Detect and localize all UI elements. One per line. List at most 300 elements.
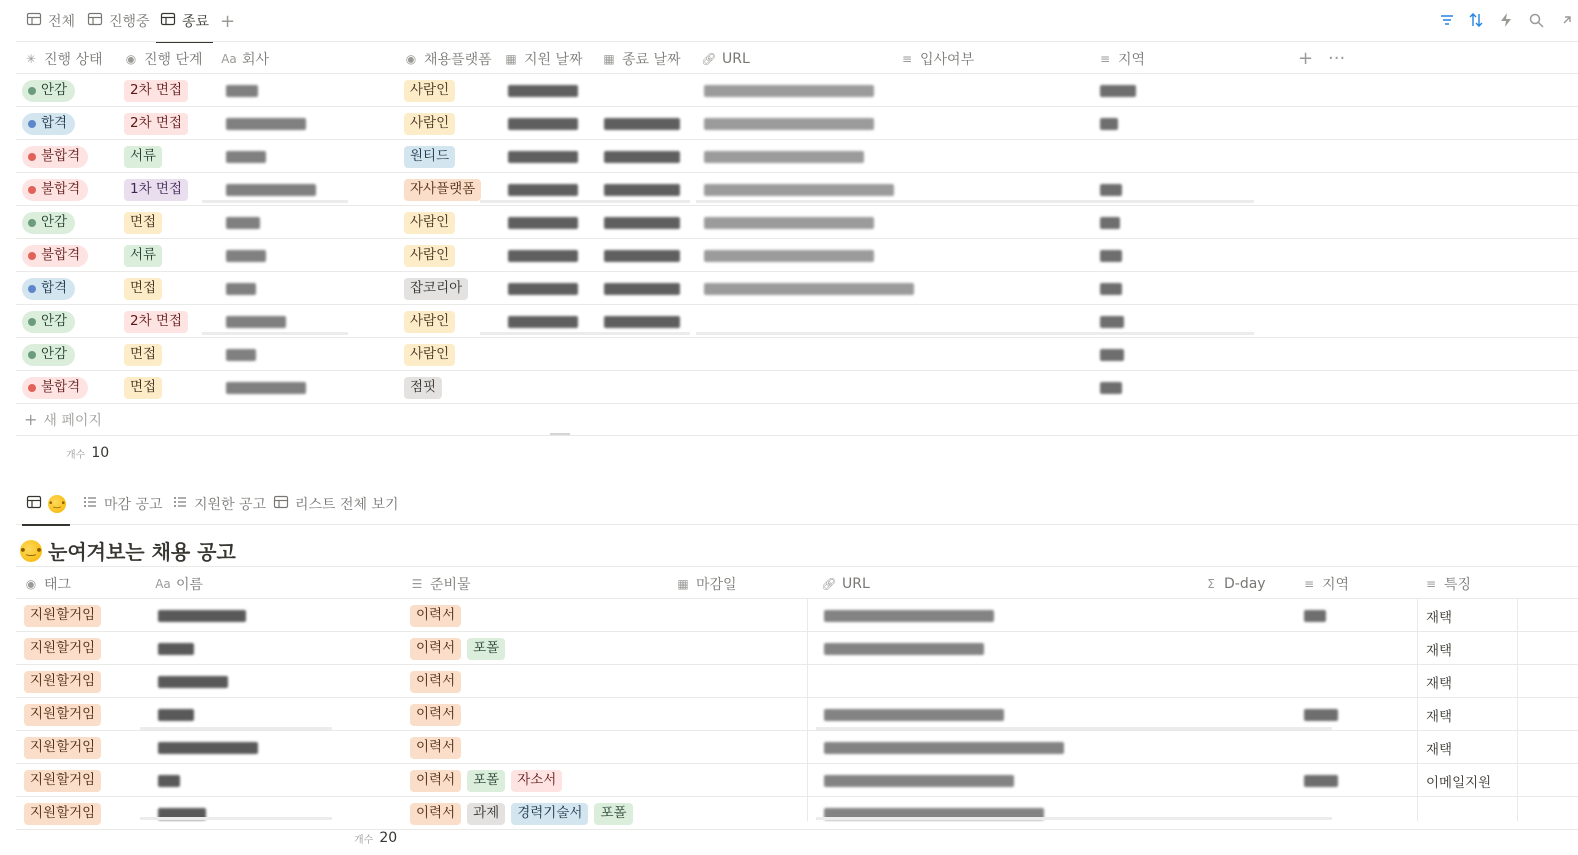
table-row[interactable] — [16, 206, 1578, 239]
feature-text: 재택 — [1426, 675, 1453, 692]
material-badge: 포폴 — [594, 803, 632, 825]
redacted-text — [704, 118, 874, 130]
thinking-face-icon: •‿• — [48, 495, 66, 513]
header-label: 진행 상태 — [44, 51, 103, 68]
platform-cell[interactable] — [404, 272, 468, 305]
redacted-text — [824, 775, 1014, 787]
end-date-cell[interactable] — [604, 107, 680, 140]
lightning-icon[interactable] — [1497, 11, 1515, 29]
tag-cell[interactable] — [24, 599, 101, 632]
link-icon: 🔗︎ — [821, 576, 837, 591]
table-row[interactable] — [16, 140, 1578, 173]
text-icon: Aa — [221, 51, 237, 66]
feature-cell[interactable] — [1426, 698, 1452, 731]
material-badge: 이력서 — [410, 671, 461, 693]
tag-cell[interactable] — [24, 665, 101, 698]
status-badge — [22, 245, 88, 267]
status-label: 합격 — [41, 279, 68, 296]
add-column-button[interactable] — [1298, 42, 1313, 75]
status-label: 불합격 — [41, 246, 81, 263]
status-badge — [22, 278, 75, 300]
company-cell[interactable] — [226, 74, 258, 107]
redacted-text — [226, 85, 258, 97]
list-icon: ☰ — [411, 576, 423, 591]
col-header-url2[interactable] — [822, 567, 870, 600]
url-cell[interactable] — [704, 206, 874, 239]
view-tabbar-bottom — [16, 483, 1578, 525]
company-cell[interactable] — [226, 371, 306, 404]
name-cell[interactable] — [158, 731, 258, 764]
url-cell[interactable] — [704, 107, 874, 140]
platform-cell[interactable] — [404, 371, 442, 404]
stage-cell[interactable] — [124, 338, 162, 371]
name-cell[interactable] — [158, 665, 228, 698]
header-label: 태그 — [44, 576, 72, 593]
region-cell[interactable] — [1100, 239, 1122, 272]
materials-cell[interactable] — [410, 731, 461, 764]
status-cell[interactable] — [22, 272, 75, 305]
status-badge — [22, 311, 75, 333]
ellipsis-icon: ··· — [1328, 48, 1346, 69]
stage-cell[interactable] — [124, 272, 162, 305]
status-label: 불합격 — [41, 378, 81, 395]
stage-badge: 2차 면접 — [124, 311, 188, 333]
feature-cell[interactable] — [1426, 599, 1452, 632]
url-cell[interactable] — [704, 239, 874, 272]
redacted-text — [704, 250, 874, 262]
tag-badge: 지원할거임 — [24, 737, 101, 759]
company-cell[interactable] — [226, 140, 266, 173]
more-options-button[interactable] — [1328, 42, 1345, 75]
link-icon: 🔗︎ — [701, 51, 717, 66]
col-header-tag[interactable] — [24, 567, 71, 600]
table-row[interactable] — [16, 731, 1578, 764]
status-label: 안감 — [41, 345, 68, 362]
apply-date-cell[interactable] — [508, 272, 578, 305]
col-header-end-date[interactable] — [602, 42, 681, 75]
col-header-status[interactable] — [24, 42, 103, 75]
feature-cell[interactable] — [1426, 731, 1452, 764]
col-header-dday[interactable] — [1204, 567, 1266, 600]
table-icon — [26, 11, 42, 31]
divider — [480, 332, 690, 335]
stage-cell[interactable] — [124, 107, 188, 140]
stage-cell[interactable] — [124, 371, 162, 404]
stage-cell[interactable] — [124, 305, 188, 338]
apply-date-cell[interactable] — [508, 239, 578, 272]
company-cell[interactable] — [226, 107, 306, 140]
redacted-text — [1304, 709, 1338, 721]
status-dot — [28, 87, 36, 95]
materials-cell[interactable] — [410, 698, 461, 731]
tab-applied-postings[interactable] — [168, 483, 270, 525]
tag-badge: 지원할거임 — [24, 638, 101, 660]
count-label: 개수 — [354, 834, 374, 846]
select-icon: ◉ — [405, 51, 417, 66]
redacted-text — [158, 775, 180, 787]
region-cell[interactable] — [1100, 74, 1136, 107]
redacted-text — [1100, 283, 1122, 295]
redacted-text — [508, 151, 578, 163]
feature-text: 재택 — [1426, 708, 1453, 725]
tab-view-all-list[interactable] — [269, 483, 403, 525]
company-cell[interactable] — [226, 338, 256, 371]
header-label: 진행 단계 — [144, 51, 203, 68]
table-row[interactable] — [16, 239, 1578, 272]
tab-label: 지원한 공고 — [194, 497, 267, 513]
stage-cell[interactable] — [124, 173, 188, 206]
divider — [816, 817, 1332, 820]
table-row[interactable] — [16, 371, 1578, 404]
company-cell[interactable] — [226, 206, 260, 239]
platform-cell[interactable] — [404, 206, 455, 239]
status-dot — [28, 285, 36, 293]
url-cell[interactable] — [824, 632, 984, 665]
count-value: 10 — [91, 445, 110, 461]
platform-cell[interactable] — [404, 74, 455, 107]
sort-icon[interactable] — [1467, 11, 1485, 29]
table-row[interactable] — [16, 599, 1578, 632]
tab-emoji-table[interactable] — [22, 483, 70, 525]
text-lines-icon: ≡ — [901, 51, 913, 66]
col-header-deadline[interactable] — [676, 567, 737, 600]
calendar-icon: ▦ — [603, 51, 615, 66]
stage-badge: 면접 — [124, 278, 162, 300]
table-row[interactable] — [16, 764, 1578, 797]
end-date-cell[interactable] — [604, 272, 680, 305]
plus-icon: + — [24, 410, 38, 429]
region-cell[interactable] — [1100, 338, 1124, 371]
material-badge: 경력기술서 — [511, 803, 588, 825]
redacted-text — [604, 250, 680, 262]
table-row[interactable] — [16, 338, 1578, 371]
materials-cell[interactable] — [410, 665, 461, 698]
table-row[interactable] — [16, 74, 1578, 107]
region-cell[interactable] — [1100, 107, 1118, 140]
material-badge: 이력서 — [410, 803, 461, 825]
add-view-button[interactable] — [216, 0, 239, 42]
redacted-text — [824, 742, 1064, 754]
count-label: 개수 — [66, 449, 86, 461]
redacted-text — [704, 283, 914, 295]
redacted-text — [1100, 349, 1124, 361]
tag-badge: 지원할거임 — [24, 704, 101, 726]
region-cell[interactable] — [1100, 371, 1122, 404]
redacted-text — [1100, 217, 1120, 229]
redacted-text — [226, 118, 306, 130]
status-badge — [22, 146, 88, 168]
redacted-text — [158, 610, 246, 622]
column-rule — [1417, 599, 1418, 821]
redacted-text — [508, 250, 578, 262]
table2-count — [354, 830, 397, 846]
material-badge: 자소서 — [511, 770, 562, 792]
col-header-company[interactable] — [222, 42, 269, 75]
database-title[interactable] — [20, 536, 236, 565]
header-label: 회사 — [242, 51, 270, 68]
feature-cell[interactable] — [1426, 764, 1491, 797]
stage-badge: 서류 — [124, 245, 162, 267]
region-cell[interactable] — [1304, 764, 1338, 797]
stage-badge: 면접 — [124, 344, 162, 366]
url-cell[interactable] — [704, 140, 864, 173]
tag-cell[interactable] — [24, 797, 101, 830]
tag-cell[interactable] — [24, 632, 101, 665]
stage-badge: 면접 — [124, 212, 162, 234]
region-cell[interactable] — [1304, 599, 1326, 632]
platform-badge: 사람인 — [404, 212, 455, 234]
url-cell[interactable] — [824, 764, 1014, 797]
col-header-region[interactable] — [1098, 42, 1145, 75]
stage-cell[interactable] — [124, 206, 162, 239]
platform-badge: 사람인 — [404, 245, 455, 267]
table1-header — [16, 41, 1578, 74]
url-cell[interactable] — [704, 272, 914, 305]
material-badge: 이력서 — [410, 638, 461, 660]
platform-badge: 사람인 — [404, 311, 455, 333]
stage-badge: 2차 면접 — [124, 113, 188, 135]
table-row[interactable] — [16, 665, 1578, 698]
end-date-cell[interactable] — [604, 206, 680, 239]
stage-badge: 면접 — [124, 377, 162, 399]
region-cell[interactable] — [1100, 272, 1122, 305]
material-badge: 이력서 — [410, 605, 461, 627]
stage-cell[interactable] — [124, 140, 162, 173]
platform-cell[interactable] — [404, 338, 455, 371]
status-badge — [22, 377, 88, 399]
status-cell[interactable] — [22, 107, 75, 140]
column-rule — [807, 599, 808, 821]
status-cell[interactable] — [22, 338, 75, 371]
name-cell[interactable] — [158, 599, 246, 632]
materials-cell[interactable] — [410, 632, 505, 665]
material-badge: 포폴 — [467, 638, 505, 660]
calendar-icon: ▦ — [677, 576, 689, 591]
redacted-text — [158, 742, 258, 754]
platform-badge: 자사플랫폼 — [404, 179, 481, 201]
header-label: D-day — [1224, 575, 1266, 592]
table2-header — [16, 566, 1578, 599]
title-text: 눈여겨보는 채용 공고 — [48, 540, 236, 564]
stage-cell[interactable] — [124, 74, 188, 107]
material-badge: 이력서 — [410, 737, 461, 759]
status-cell[interactable] — [22, 206, 75, 239]
table1-count — [66, 445, 109, 461]
status-label: 불합격 — [41, 180, 81, 197]
col-header-materials[interactable] — [410, 567, 471, 600]
name-cell[interactable] — [158, 797, 206, 830]
feature-cell[interactable] — [1426, 665, 1452, 698]
redacted-text — [226, 316, 286, 328]
platform-badge: 사람인 — [404, 80, 455, 102]
feature-cell[interactable] — [1426, 632, 1452, 665]
materials-cell[interactable] — [410, 797, 633, 830]
status-label: 합격 — [41, 114, 68, 131]
redacted-text — [1100, 85, 1136, 97]
url-cell[interactable] — [824, 599, 994, 632]
col-header-region2[interactable] — [1302, 567, 1349, 600]
feature-text: 재택 — [1426, 609, 1453, 626]
tag-cell[interactable] — [24, 698, 101, 731]
status-cell[interactable] — [22, 140, 88, 173]
company-cell[interactable] — [226, 272, 256, 305]
redacted-text — [508, 118, 578, 130]
company-cell[interactable] — [226, 239, 266, 272]
scroll-handle[interactable] — [550, 433, 570, 435]
redacted-text — [1100, 118, 1118, 130]
tab-closed-postings[interactable] — [78, 483, 167, 525]
feature-text: 이메일지원 — [1426, 774, 1492, 791]
tab-label: 리스트 전체 보기 — [295, 497, 399, 513]
redacted-text — [704, 217, 874, 229]
platform-cell[interactable] — [404, 140, 455, 173]
select-icon: ◉ — [25, 576, 37, 591]
feature-text: 재택 — [1426, 642, 1453, 659]
redacted-text — [226, 250, 266, 262]
redacted-text — [604, 217, 680, 229]
tab-label: 마감 공고 — [104, 497, 163, 513]
tag-badge: 지원할거임 — [24, 803, 101, 825]
status-badge — [22, 179, 88, 201]
tag-badge: 지원할거임 — [24, 671, 101, 693]
view-tabbar-top — [16, 0, 1578, 42]
redacted-text — [508, 217, 578, 229]
status-cell[interactable] — [22, 74, 75, 107]
tab-finished[interactable] — [156, 0, 213, 42]
redacted-text — [704, 85, 874, 97]
url-cell[interactable] — [824, 797, 1044, 830]
search-icon[interactable] — [1527, 11, 1545, 29]
redacted-text — [604, 283, 680, 295]
table-icon — [160, 11, 176, 31]
table-icon — [26, 494, 42, 514]
loading-icon: ✳ — [25, 51, 37, 66]
header-label: 준비물 — [430, 576, 471, 593]
apply-date-cell[interactable] — [508, 206, 578, 239]
status-dot — [28, 318, 36, 326]
material-badge: 과제 — [467, 803, 505, 825]
table-row[interactable] — [16, 632, 1578, 665]
thinking-face-icon: •‿• — [20, 540, 42, 562]
redacted-text — [824, 709, 1004, 721]
col-header-url[interactable] — [702, 42, 750, 75]
divider — [202, 200, 348, 203]
tab-in-progress[interactable] — [83, 0, 154, 42]
platform-badge: 사람인 — [404, 113, 455, 135]
status-cell[interactable] — [22, 305, 75, 338]
status-cell[interactable] — [22, 173, 88, 206]
name-cell[interactable] — [158, 632, 194, 665]
materials-cell[interactable] — [410, 764, 562, 797]
divider — [140, 817, 332, 820]
platform-cell[interactable] — [404, 173, 481, 206]
header-label: 이름 — [176, 576, 204, 593]
platform-cell[interactable] — [404, 305, 455, 338]
col-header-platform[interactable] — [404, 42, 492, 75]
status-label: 안감 — [41, 81, 68, 98]
apply-date-cell[interactable] — [508, 140, 578, 173]
apply-date-cell[interactable] — [508, 74, 578, 107]
url-cell[interactable] — [824, 731, 1064, 764]
tag-badge: 지원할거임 — [24, 605, 101, 627]
platform-badge: 잡코리아 — [404, 278, 468, 300]
header-label: 마감일 — [696, 576, 737, 593]
end-date-cell[interactable] — [604, 239, 680, 272]
header-label: 지역 — [1322, 576, 1350, 593]
redacted-text — [158, 676, 228, 688]
name-cell[interactable] — [158, 764, 180, 797]
materials-cell[interactable] — [410, 599, 461, 632]
redacted-text — [1304, 610, 1326, 622]
tab-all[interactable] — [22, 0, 79, 42]
redacted-text — [604, 151, 680, 163]
table-icon — [87, 11, 103, 31]
col-header-hired[interactable] — [900, 42, 974, 75]
platform-badge: 사람인 — [404, 344, 455, 366]
apply-date-cell[interactable] — [508, 107, 578, 140]
col-header-stage[interactable] — [124, 42, 203, 75]
status-label: 안감 — [41, 312, 68, 329]
status-dot — [28, 351, 36, 359]
count-value: 20 — [379, 830, 398, 846]
col-header-apply-date[interactable] — [504, 42, 583, 75]
text-lines-icon: ≡ — [1099, 51, 1111, 66]
divider — [816, 727, 1332, 730]
stage-badge: 1차 면접 — [124, 179, 188, 201]
redacted-text — [824, 610, 994, 622]
tag-cell[interactable] — [24, 764, 101, 797]
redacted-text — [1100, 382, 1122, 394]
platform-cell[interactable] — [404, 107, 455, 140]
col-header-name[interactable] — [156, 567, 203, 600]
redacted-text — [508, 283, 578, 295]
redacted-text — [226, 151, 266, 163]
status-dot — [28, 252, 36, 260]
redacted-text — [508, 184, 578, 196]
feature-text: 재택 — [1426, 741, 1453, 758]
redacted-text — [226, 217, 260, 229]
tab-label: 전체 — [48, 14, 76, 30]
col-header-feature[interactable] — [1424, 567, 1471, 600]
new-page-row[interactable] — [16, 403, 1578, 436]
tag-cell[interactable] — [24, 731, 101, 764]
header-label: URL — [842, 575, 870, 592]
end-date-cell[interactable] — [604, 140, 680, 173]
header-label: 지역 — [1118, 51, 1146, 68]
select-icon: ◉ — [125, 51, 137, 66]
stage-cell[interactable] — [124, 239, 162, 272]
table-row[interactable] — [16, 107, 1578, 140]
tab-label: 진행중 — [109, 14, 150, 30]
calendar-icon: ▦ — [505, 51, 517, 66]
text-icon: Aa — [155, 576, 171, 591]
divider — [202, 332, 348, 335]
region-cell[interactable] — [1100, 206, 1120, 239]
expand-icon[interactable] — [1558, 11, 1576, 29]
new-page-label: 새 페이지 — [43, 412, 102, 429]
redacted-text — [604, 184, 680, 196]
filter-icon[interactable] — [1438, 11, 1456, 29]
platform-cell[interactable] — [404, 239, 455, 272]
url-cell[interactable] — [704, 74, 874, 107]
table-row[interactable] — [16, 797, 1578, 830]
plus-icon: + — [1298, 48, 1314, 69]
status-cell[interactable] — [22, 371, 88, 404]
redacted-text — [1304, 775, 1338, 787]
table-row[interactable] — [16, 272, 1578, 305]
redacted-text — [158, 643, 194, 655]
status-cell[interactable] — [22, 239, 88, 272]
